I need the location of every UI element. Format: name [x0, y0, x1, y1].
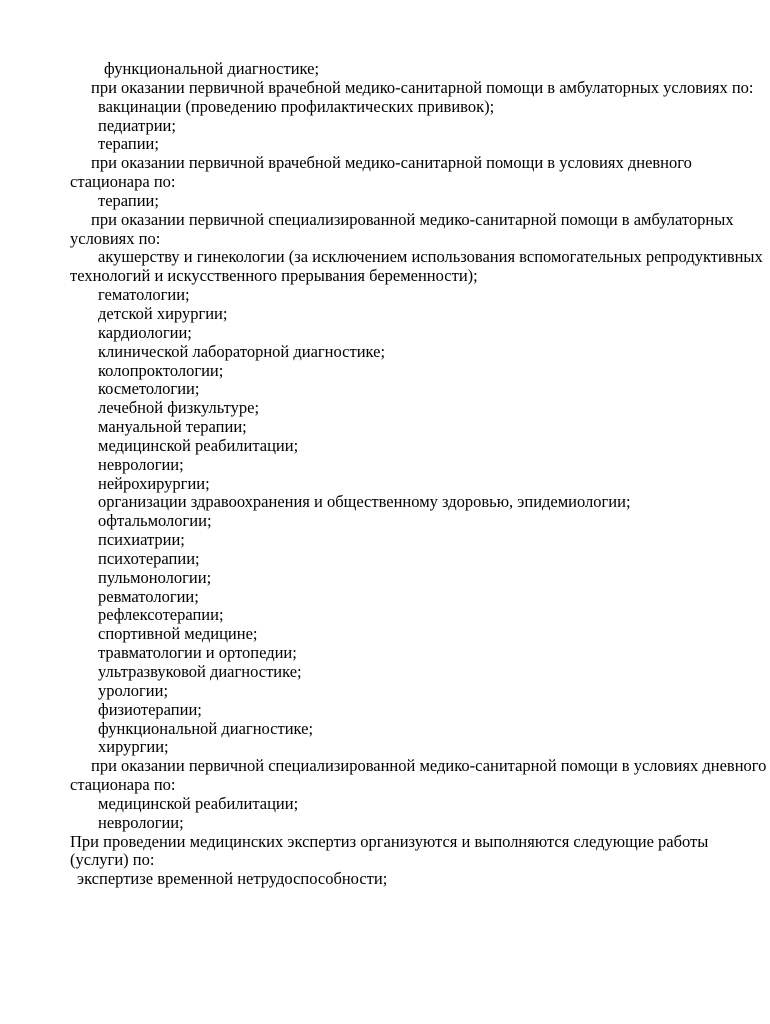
text-line: экспертизе временной нетрудоспособности;	[77, 869, 388, 889]
text-line: медицинской реабилитации;	[98, 793, 299, 813]
text-line: физиотерапии;	[98, 699, 202, 719]
text-line: гематологии;	[98, 285, 190, 305]
text-line: рефлексотерапии;	[98, 605, 224, 625]
text-line: функциональной диагностике;	[104, 59, 320, 78]
text-line: при оказании первичной врачебной медико-санитарной помощи в амбулаторных условиях по:	[91, 77, 754, 97]
text-line: технологий и искусственного прерывания беременности);	[70, 266, 478, 286]
text-line: неврологии;	[98, 812, 184, 832]
text-line: (услуги) по:	[70, 850, 155, 870]
text-line: педиатрии;	[98, 115, 176, 135]
text-line: ревматологии;	[98, 586, 199, 606]
text-line: вакцинации (проведению профилактических прививок);	[98, 96, 495, 116]
text-line: функциональной диагностике;	[98, 718, 314, 738]
text-line: при оказании первичной специализированной медико-санитарной помощи в условиях дневного	[91, 756, 767, 776]
text-line: психиатрии;	[98, 530, 185, 550]
text-line: нейрохирургии;	[98, 473, 210, 493]
text-line: мануальной терапии;	[98, 417, 247, 437]
text-line: лечебной физкультуре;	[98, 398, 260, 418]
text-line: колопроктологии;	[98, 360, 224, 380]
text-line: офтальмологии;	[98, 511, 212, 531]
text-line: акушерству и гинекологии (за исключением использования вспомогательных репродуктивных	[98, 247, 763, 267]
text-line: медицинской реабилитации;	[98, 435, 299, 455]
text-line: условиях по:	[70, 228, 161, 248]
document-lines	[70, 59, 767, 889]
text-line: терапии;	[98, 134, 159, 154]
text-line: неврологии;	[98, 454, 184, 474]
text-line: при оказании первичной врачебной медико-санитарной помощи в условиях дневного	[91, 153, 692, 173]
text-line: детской хирургии;	[98, 303, 228, 323]
text-line: психотерапии;	[98, 548, 200, 568]
text-line: клинической лабораторной диагностике;	[98, 341, 386, 361]
text-line: хирургии;	[98, 737, 169, 757]
text-line: спортивной медицине;	[98, 624, 258, 644]
text-line: при оказании первичной специализированной медико-санитарной помощи в амбулаторных	[91, 209, 734, 229]
text-line: урологии;	[98, 680, 169, 700]
text-line: пульмонологии;	[98, 567, 212, 587]
text-line: ультразвуковой диагностике;	[98, 662, 302, 681]
text-line: травматологии и ортопедии;	[98, 643, 297, 663]
text-line: стационара по:	[70, 775, 176, 795]
text-line: стационара по:	[70, 172, 176, 192]
text-line: терапии;	[98, 190, 159, 210]
text-line: При проведении медицинских экспертиз организуются и выполняются следующие работы	[70, 831, 709, 851]
text-line: кардиологии;	[98, 322, 192, 342]
text-line: организации здравоохранения и общественному здоровью, эпидемиологии;	[98, 492, 631, 512]
text-line: косметологии;	[98, 379, 200, 399]
